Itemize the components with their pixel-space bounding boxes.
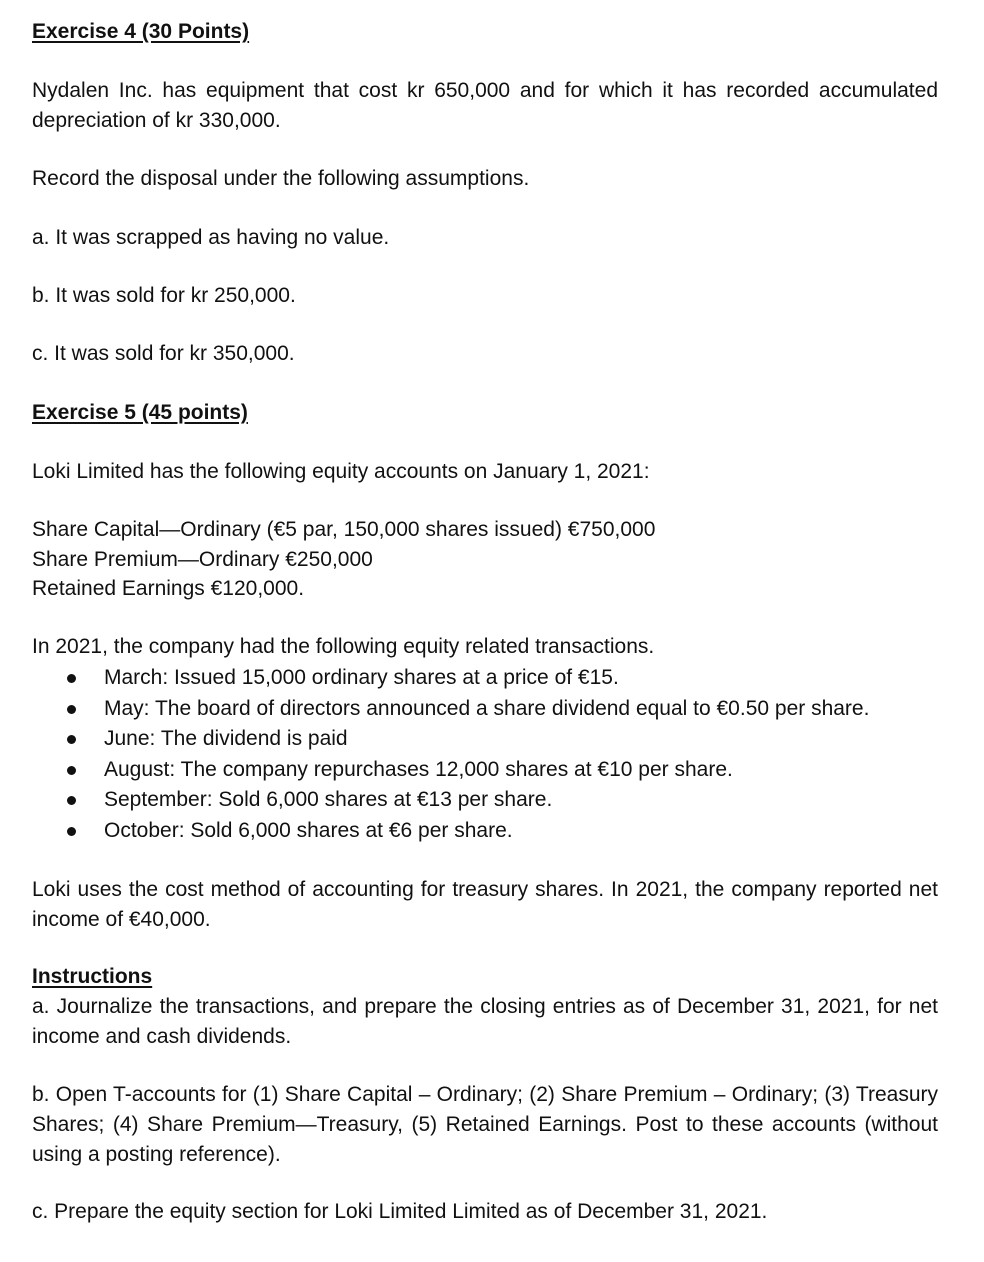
exercise-4-intro: Nydalen Inc. has equipment that cost kr 650,000 and for which it has recorded accumulated depreciation of kr 330,000. (32, 79, 938, 132)
bullet-icon (67, 796, 76, 805)
exercise-5-intro: Loki Limited has the following equity accounts on January 1, 2021: (32, 460, 650, 483)
exercise-4-item-b: b. It was sold for kr 250,000. (32, 284, 296, 307)
instructions-heading: Instructions (32, 965, 153, 988)
list-item: June: The dividend is paid (32, 724, 869, 755)
list-item: May: The board of directors announced a share dividend equal to €0.50 per share. (32, 694, 869, 725)
cost-method-note: Loki uses the cost method of accounting for treasury shares. In 2021, the company reported net income of €40,000. (32, 878, 938, 931)
list-item: September: Sold 6,000 shares at €13 per share. (32, 785, 869, 816)
bullet-icon (67, 827, 76, 836)
bullet-icon (67, 766, 76, 775)
exercise-4-item-a: a. It was scrapped as having no value. (32, 226, 390, 249)
exercise-5-heading: Exercise 5 (45 points) (32, 401, 248, 424)
bullet-icon (67, 705, 76, 714)
instruction-b: b. Open T-accounts for (1) Share Capital – Ordinary; (2) Share Premium – Ordinary; (3) Treasury Shares; (4) Share Premium—Treasury, (5) Retained Earnings. Post to these accounts (without using a posting reference). (32, 1083, 938, 1166)
equity-account-share-premium: Share Premium—Ordinary €250,000 (32, 548, 373, 571)
instruction-c: c. Prepare the equity section for Loki Limited Limited as of December 31, 2021. (32, 1200, 768, 1223)
transactions-intro: In 2021, the company had the following equity related transactions. (32, 635, 655, 658)
transactions-list (32, 663, 869, 847)
bullet-icon (67, 674, 76, 683)
bullet-icon (67, 735, 76, 744)
list-item: August: The company repurchases 12,000 shares at €10 per share. (32, 755, 869, 786)
exercise-4-prompt: Record the disposal under the following assumptions. (32, 167, 530, 190)
exercise-4-heading: Exercise 4 (30 Points) (32, 20, 250, 43)
instruction-a: a. Journalize the transactions, and prepare the closing entries as of December 31, 2021, for net income and cash dividends. (32, 995, 938, 1048)
equity-account-retained-earnings: Retained Earnings €120,000. (32, 577, 305, 600)
list-item: October: Sold 6,000 shares at €6 per share. (32, 816, 869, 847)
list-item: March: Issued 15,000 ordinary shares at a price of €15. (32, 663, 869, 694)
equity-account-share-capital: Share Capital—Ordinary (€5 par, 150,000 shares issued) €750,000 (32, 518, 656, 541)
exercise-4-item-c: c. It was sold for kr 350,000. (32, 342, 295, 365)
